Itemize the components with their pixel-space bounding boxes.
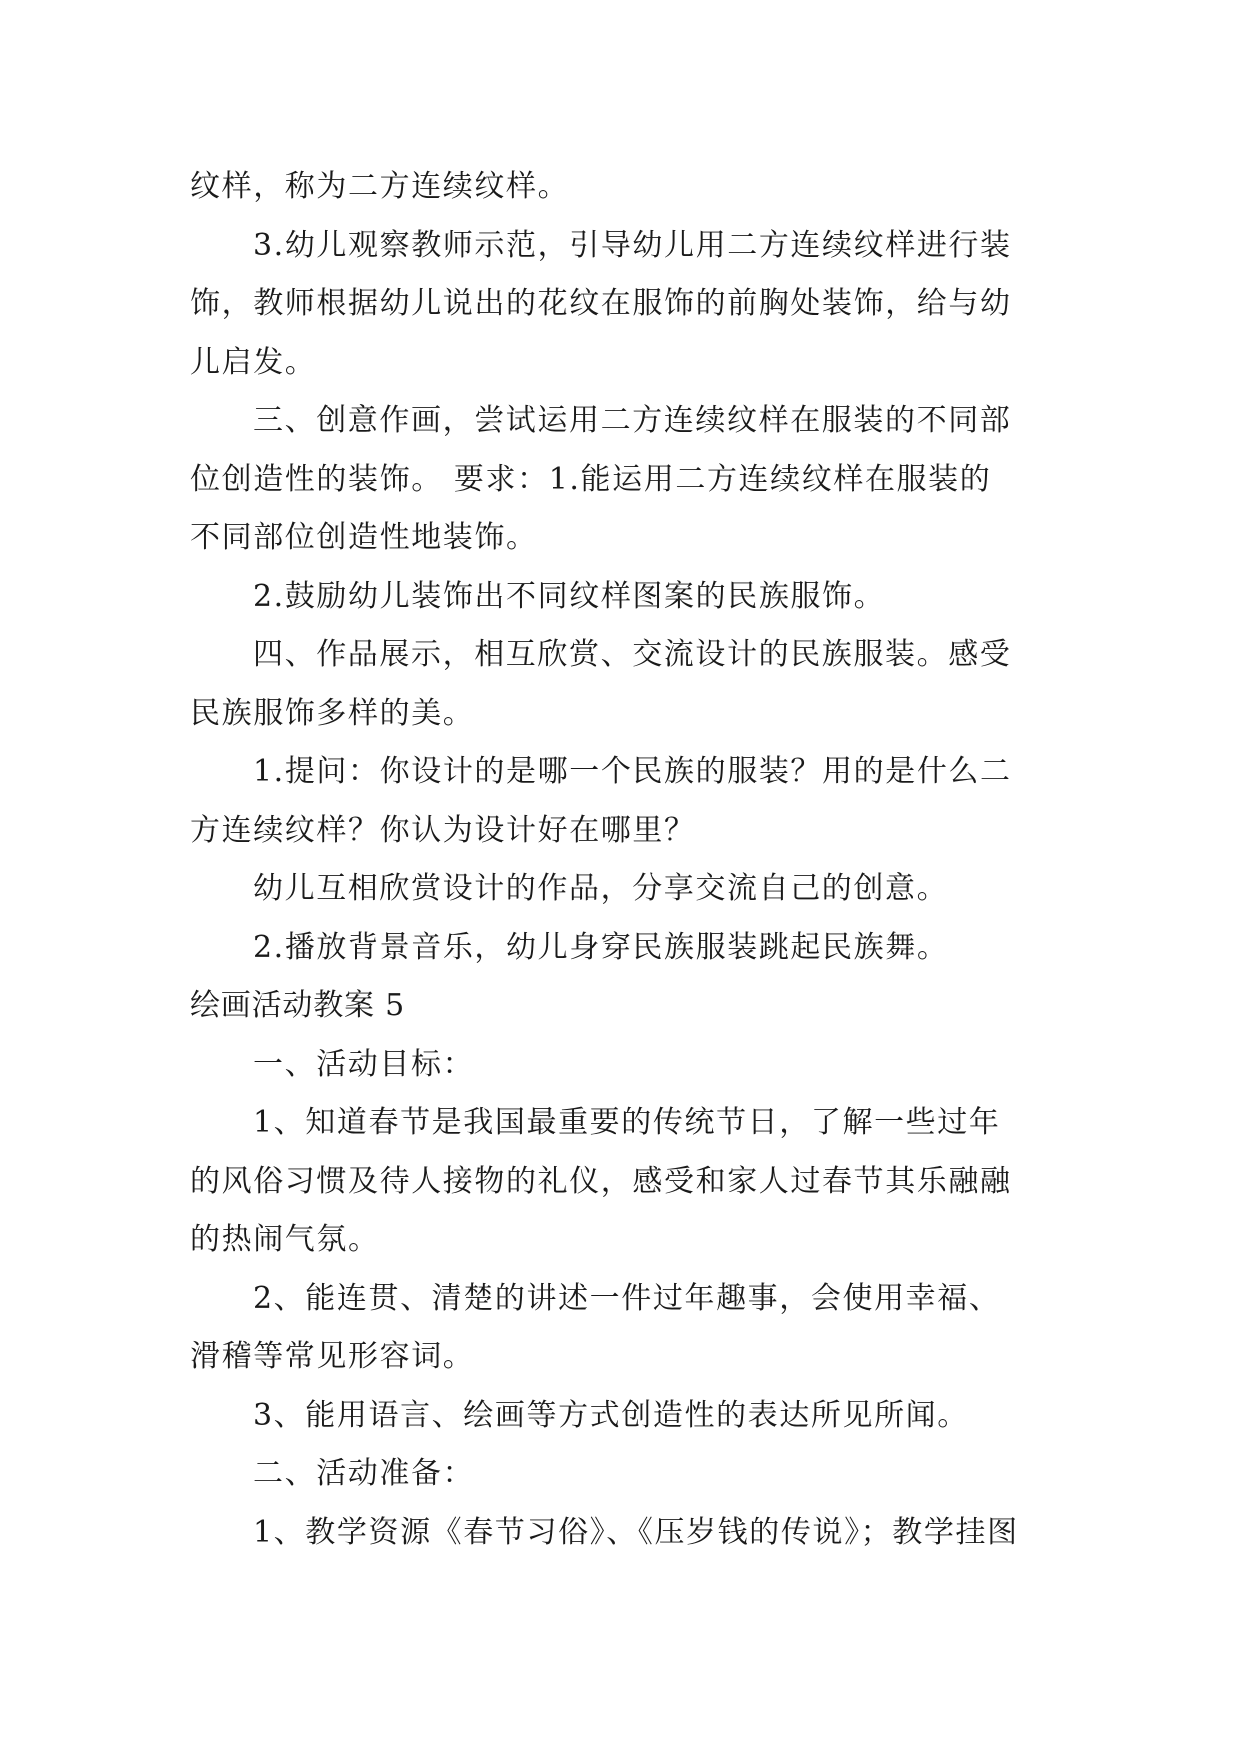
text-line: 2、能连贯、清楚的讲述一件过年趣事，会使用幸福、 [253,1280,1001,1316]
text-line: 滑稽等常见形容词。 [190,1339,475,1374]
text-line: 的热闹气氛。 [190,1222,380,1257]
text-line: 2.播放背景音乐，幼儿身穿民族服装跳起民族舞。 [253,929,949,965]
text-line: 二、活动准备： [253,1456,475,1491]
text-line: 饰，教师根据幼儿说出的花纹在服饰的前胸处装饰，给与幼 [190,286,1012,321]
text-line: 3.幼儿观察教师示范，引导幼儿用二方连续纹样进行装 [253,227,1012,263]
text-line: 不同部位创造性地装饰。 [190,520,538,555]
text-line: 2.鼓励幼儿装饰出不同纹样图案的民族服饰。 [253,578,886,614]
text-line: 3、能用语言、绘画等方式创造性的表达所见所闻。 [253,1397,969,1433]
text-line: 纹样，称为二方连续纹样。 [190,169,570,204]
text-line: 方连续纹样？你认为设计好在哪里？ [190,812,696,848]
text-line: 一、活动目标： [253,1046,475,1082]
text-line: 儿启发。 [190,344,317,380]
text-line: 1、知道春节是我国最重要的传统节日，了解一些过年 [253,1105,1001,1140]
text-line: 位创造性的装饰。 要求：1.能运用二方连续纹样在服装的 [190,461,992,497]
text-line: 幼儿互相欣赏设计的作品，分享交流自己的创意。 [253,871,949,906]
text-line: 四、作品展示，相互欣赏、交流设计的民族服装。感受 [253,637,1012,672]
section-heading: 绘画活动教案 5 [190,988,406,1023]
text-line: 1、教学资源《春节习俗》、《压岁钱的传说》；教学挂图 [253,1514,1019,1550]
text-line: 三、创意作画，尝试运用二方连续纹样在服装的不同部 [253,403,1012,438]
text-line: 1.提问：你设计的是哪一个民族的服装？用的是什么二 [253,754,1012,789]
text-line: 民族服饰多样的美。 [190,695,475,731]
text-line: 的风俗习惯及待人接物的礼仪，感受和家人过春节其乐融融 [190,1163,1012,1199]
document-body [190,158,1050,1562]
